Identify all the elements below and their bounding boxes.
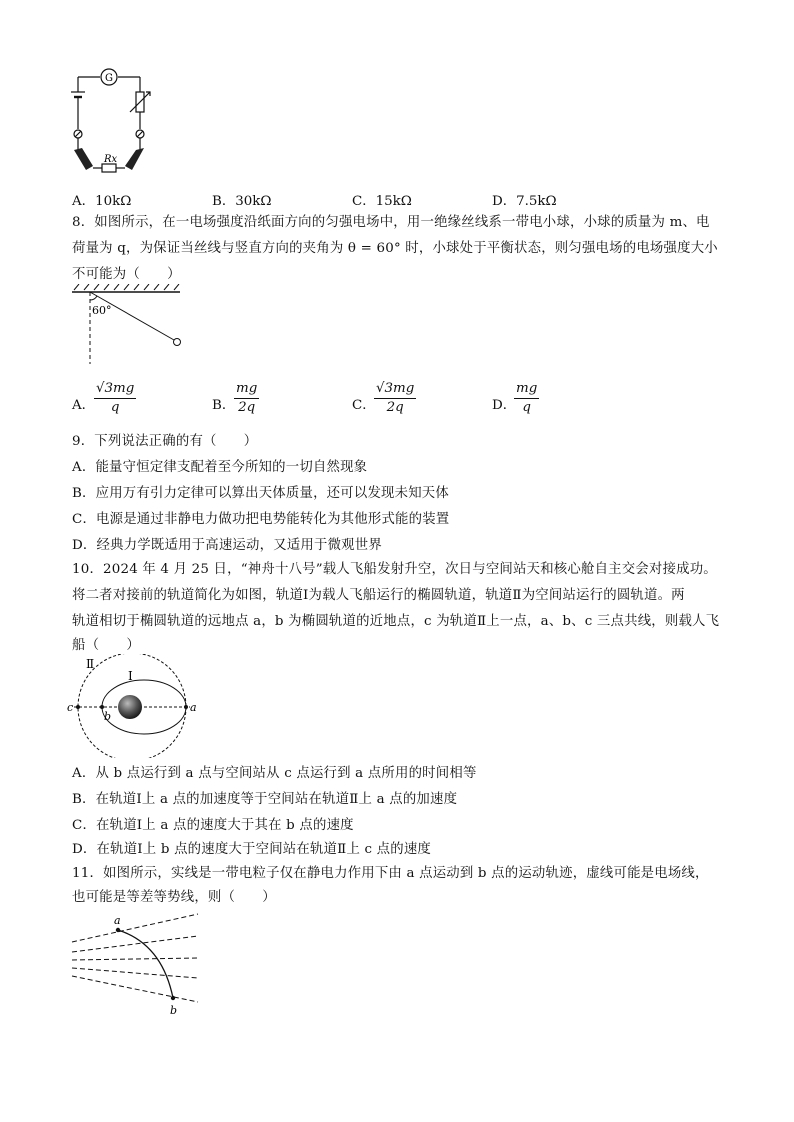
q10-point-b-label: b — [104, 710, 112, 723]
q8-option-d[interactable]: D． $\frac{mg}{q}$ — [492, 381, 538, 415]
q11-point-a-label: a — [114, 914, 121, 927]
q9-option-a[interactable]: A．能量守恒定律支配着至今所知的一切自然现象 — [72, 460, 368, 475]
q7-meter-label: G — [105, 73, 113, 84]
q7-option-a[interactable]: A．10kΩ — [72, 194, 132, 209]
q8-angle-label: 60° — [92, 304, 112, 317]
q9-option-c[interactable]: C．电源是通过非静电力做功把电势能转化为其他形式能的装置 — [72, 512, 450, 527]
q7-resistor-label: Rx — [104, 154, 118, 165]
q11-stem-line-1: 11．如图所示，实线是一带电粒子仅在静电力作用下由 a 点运动到 b 点的运动轨迹，虚线可能是电场线， — [72, 866, 709, 881]
q10-stem-line-3: 轨道相切于椭圆轨道的远地点 a，b 为椭圆轨道的近地点，c 为轨道Ⅱ上一点，a、b、c 三点共线，则载人飞 — [72, 614, 720, 629]
q8-stem-line-3: 不可能为（ ） — [72, 267, 181, 282]
q10-option-d[interactable]: D．在轨道Ⅰ上 b 点的速度大于空间站在轨道Ⅱ上 c 点的速度 — [72, 842, 432, 857]
q7-options — [72, 190, 722, 210]
q7-option-d[interactable]: D．7.5kΩ — [492, 194, 557, 209]
q10-orbit-i-label: Ⅰ — [128, 669, 133, 683]
q8-option-b[interactable]: B． $\frac{mg}{2q}$ — [212, 381, 258, 415]
q10-point-a-label: a — [190, 701, 197, 714]
q10-stem-line-2: 将二者对接前的轨道简化为如图，轨道Ⅰ为载人飞船运行的椭圆轨道，轨道Ⅱ为空间站运行的圆轨道。两 — [72, 588, 685, 603]
q9-option-d[interactable]: D．经典力学既适用于高速运动，又适用于微观世界 — [72, 538, 382, 553]
q10-orbit-ii-label: Ⅱ — [86, 657, 95, 671]
q10-stem-line-1: 10．2024 年 4 月 25 日，“神舟十八号”载人飞船发射升空，次日与空间站天和核心舱自主交会对接成功。 — [72, 562, 717, 577]
q8-option-a[interactable]: A． $\frac{√3mg}{q}$ — [72, 381, 135, 415]
q7-option-b[interactable]: B．30kΩ — [212, 194, 272, 209]
q10-option-b[interactable]: B．在轨道Ⅰ上 a 点的加速度等于空间站在轨道Ⅱ上 a 点的加速度 — [72, 792, 458, 807]
q8-pendulum-figure — [70, 284, 190, 366]
q7-option-c[interactable]: C．15kΩ — [352, 194, 412, 209]
q8-stem-line-1: 8．如图所示，在一电场强度沿纸面方向的匀强电场中，用一绝缘丝线系一带电小球，小球的质量为 m、电 — [72, 215, 710, 230]
q8-stem-line-2: 荷量为 q，为保证当丝线与竖直方向的夹角为 θ = 60° 时，小球处于平衡状态，则匀强电场的电场强度大小 — [72, 241, 718, 256]
q8-option-c[interactable]: C． $\frac{√3mg}{2q}$ — [352, 381, 415, 415]
q10-orbit-figure — [64, 654, 200, 758]
q11-trajectory-figure — [70, 912, 200, 1018]
q11-point-b-label: b — [170, 1004, 178, 1017]
q9-stem: 9．下列说法正确的有（ ） — [72, 434, 258, 449]
q7-circuit-figure — [60, 62, 160, 182]
q10-option-c[interactable]: C．在轨道Ⅰ上 a 点的速度大于其在 b 点的速度 — [72, 818, 354, 833]
earth-icon — [118, 695, 142, 719]
q9-option-b[interactable]: B．应用万有引力定律可以算出天体质量，还可以发现未知天体 — [72, 486, 449, 501]
q11-stem-line-2: 也可能是等差等势线，则（ ） — [72, 890, 276, 905]
q10-point-c-label: c — [67, 701, 74, 714]
q10-stem-line-4: 船（ ） — [72, 638, 140, 653]
q10-option-a[interactable]: A．从 b 点运行到 a 点与空间站从 c 点运行到 a 点所用的时间相等 — [72, 766, 477, 781]
